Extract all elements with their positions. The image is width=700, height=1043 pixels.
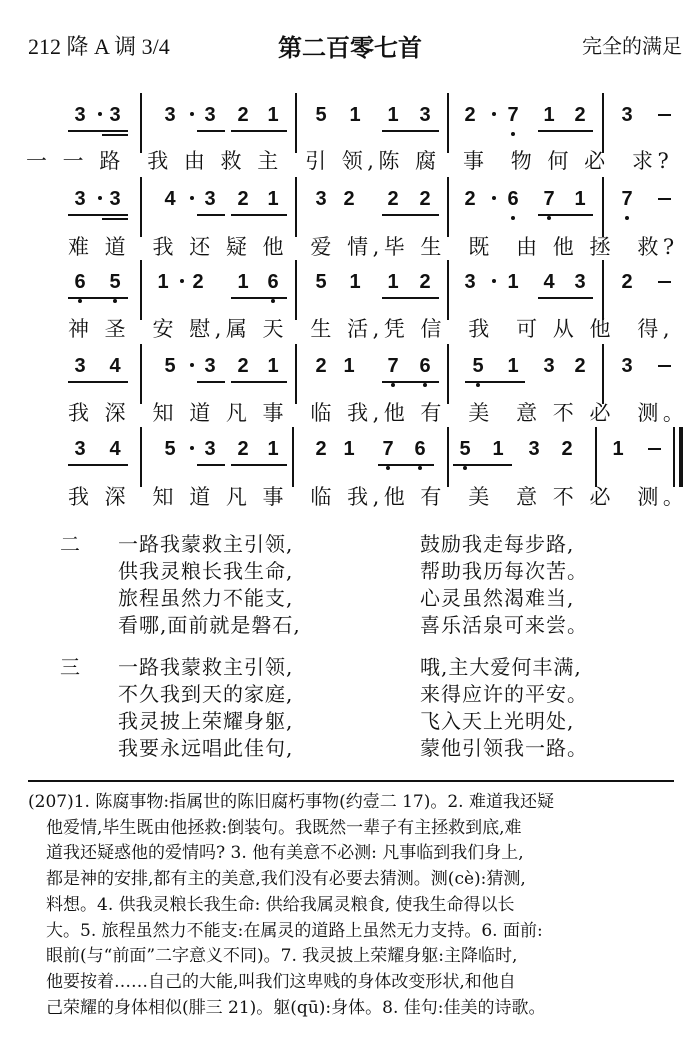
sixteenth-underline <box>102 218 128 220</box>
note: 1 <box>267 438 279 460</box>
lyric-text: 难 道 我 还 疑 他 爱 情,毕 生 既 由 他 拯 救? <box>68 235 679 259</box>
note: 3 <box>621 355 633 377</box>
music-row <box>0 93 700 153</box>
note: 1 <box>343 355 355 377</box>
final-barline <box>679 427 683 487</box>
note: 1 <box>507 355 519 377</box>
note: 4 <box>164 188 176 210</box>
note: 3 <box>621 104 633 126</box>
verse-line: 旅程虽然力不能支, <box>118 586 294 610</box>
low-octave-dot <box>78 299 82 303</box>
note: 2 <box>561 438 573 460</box>
note: 6 <box>415 354 435 378</box>
note: 2 <box>464 188 476 210</box>
note: 2 <box>343 188 355 210</box>
note: 3 <box>528 438 540 460</box>
note: 2 <box>315 438 327 460</box>
footnote-line: 都是神的安排,都有主的美意,我们没有必要去猜测。测(cè):猜测, <box>46 869 526 890</box>
hymn-title: 第二百零七首 <box>278 33 422 62</box>
eighth-underline <box>378 464 434 466</box>
verse-line: 看哪,面前就是磐石, <box>118 613 301 637</box>
verse-line: 鼓励我走每步路, <box>420 532 575 556</box>
note: 1 <box>267 104 279 126</box>
note: 3 <box>204 104 216 126</box>
note: 3 <box>543 355 555 377</box>
eighth-underline <box>538 130 593 132</box>
verse-line: 不久我到天的家庭, <box>118 682 294 706</box>
note: 7 <box>539 187 559 211</box>
low-octave-dot <box>113 299 117 303</box>
note: 2 <box>237 438 249 460</box>
music-row <box>0 177 700 237</box>
note: 3 <box>204 438 216 460</box>
eighth-underline <box>538 297 593 299</box>
note: 1 <box>543 104 555 126</box>
eighth-underline <box>231 464 287 466</box>
eighth-underline <box>231 214 287 216</box>
eighth-underline <box>197 130 225 132</box>
barline <box>673 427 675 487</box>
note: 7 <box>503 103 523 127</box>
verse-line: 来得应许的平安。 <box>420 682 588 706</box>
note: 5 <box>105 270 125 294</box>
footnote-line: 眼前(与“前面”二字意义不同)。7. 我灵披上荣耀身躯:主降临时, <box>46 946 518 967</box>
note: 1 <box>343 438 355 460</box>
note: 2 <box>237 104 249 126</box>
eighth-underline <box>382 130 439 132</box>
verse-number: 三 <box>60 655 80 679</box>
lyric-line <box>26 145 700 181</box>
note: 6 <box>410 437 430 461</box>
note: 2 <box>621 271 633 293</box>
note: 1 <box>492 438 504 460</box>
eighth-underline <box>197 464 225 466</box>
note: 7 <box>378 437 398 461</box>
sustain-dash <box>658 365 671 367</box>
note: 3 <box>204 355 216 377</box>
sustain-dash <box>658 198 671 200</box>
dotted-rhythm-dot <box>492 279 496 283</box>
note: 4 <box>543 271 555 293</box>
lyric-text: 一 一 路 我 由 救 主 引 领,陈 腐 事 物 何 必 求? <box>26 149 674 173</box>
eighth-underline <box>231 381 287 383</box>
footnote-line: 他爱情,毕生既由他拯救:倒装句。我既然一辈子有主拯救到底,难 <box>46 817 522 838</box>
hymn-subtitle: 完全的满足 <box>582 34 682 58</box>
note: 1 <box>387 104 399 126</box>
dotted-rhythm-dot <box>190 363 194 367</box>
note: 2 <box>315 355 327 377</box>
note: 5 <box>315 104 327 126</box>
dotted-rhythm-dot <box>492 196 496 200</box>
lyric-text: 神 圣 安 慰,属 天 生 活,凭 信 我 可 从 他 得, <box>68 317 675 341</box>
lyric-line <box>68 313 700 349</box>
music-row <box>0 260 700 320</box>
note: 2 <box>237 355 249 377</box>
eighth-underline <box>465 381 525 383</box>
barline <box>447 344 449 404</box>
barline <box>295 177 297 237</box>
eighth-underline <box>231 130 287 132</box>
eighth-underline <box>68 464 128 466</box>
note: 1 <box>574 188 586 210</box>
eighth-underline <box>68 130 128 132</box>
barline <box>140 344 142 404</box>
barline <box>295 260 297 320</box>
note: 6 <box>263 270 283 294</box>
barline <box>602 177 604 237</box>
note: 4 <box>109 438 121 460</box>
verse-line: 心灵虽然渴难当, <box>420 586 575 610</box>
eighth-underline <box>231 297 287 299</box>
sustain-dash <box>648 448 661 450</box>
music-row <box>0 427 700 487</box>
lyric-line <box>68 481 700 517</box>
eighth-underline <box>382 381 439 383</box>
sixteenth-underline <box>102 134 128 136</box>
low-octave-dot <box>463 466 467 470</box>
verse-line: 飞入天上光明处, <box>420 709 575 733</box>
eighth-underline <box>453 464 512 466</box>
note: 3 <box>74 104 86 126</box>
note: 1 <box>612 438 624 460</box>
sustain-dash <box>658 114 671 116</box>
verse-number: 二 <box>60 532 80 556</box>
low-octave-dot <box>547 216 551 220</box>
verse-line: 我灵披上荣耀身躯, <box>118 709 294 733</box>
low-octave-dot <box>423 383 427 387</box>
eighth-underline <box>382 214 439 216</box>
lyric-line <box>68 231 700 267</box>
lyric-text: 我 深 知 道 凡 事 临 我,他 有 美 意 不 必 测。 <box>68 401 689 425</box>
verse-line: 一路我蒙救主引领, <box>118 655 294 679</box>
footnotes <box>28 790 670 1021</box>
note: 1 <box>267 188 279 210</box>
note: 3 <box>464 271 476 293</box>
barline <box>140 427 142 487</box>
note: 3 <box>74 188 86 210</box>
note: 3 <box>574 271 586 293</box>
note: 3 <box>419 104 431 126</box>
note: 5 <box>164 438 176 460</box>
footnote-line: 大。5. 旅程虽然力不能支:在属灵的道路上虽然无力支持。6. 面前: <box>46 920 543 941</box>
dotted-rhythm-dot <box>98 112 102 116</box>
eighth-underline <box>382 297 439 299</box>
note: 7 <box>617 187 637 211</box>
dotted-rhythm-dot <box>190 112 194 116</box>
barline <box>140 177 142 237</box>
note: 5 <box>315 271 327 293</box>
note: 1 <box>349 271 361 293</box>
note: 2 <box>387 188 399 210</box>
lyric-line <box>68 397 700 433</box>
note: 3 <box>74 355 86 377</box>
barline <box>602 344 604 404</box>
barline <box>595 427 597 487</box>
eighth-underline <box>68 381 128 383</box>
eighth-underline <box>538 214 593 216</box>
notes-divider <box>28 780 674 782</box>
dotted-rhythm-dot <box>492 112 496 116</box>
barline <box>295 93 297 153</box>
footnote-line: (207)1. 陈腐事物:指属世的陈旧腐朽事物(约壹二 17)。2. 难道我还疑 <box>28 792 554 812</box>
note: 2 <box>237 188 249 210</box>
note: 2 <box>192 271 204 293</box>
note: 3 <box>315 188 327 210</box>
footnote-line: 他要按着……自己的大能,叫我们这卑贱的身体改变形状,和他自 <box>46 971 516 992</box>
low-octave-dot <box>476 383 480 387</box>
note: 1 <box>157 271 169 293</box>
verse-line: 喜乐活泉可来尝。 <box>420 613 588 637</box>
lyric-text: 我 深 知 道 凡 事 临 我,他 有 美 意 不 必 测。 <box>68 485 689 509</box>
footnote-line: 己荣耀的身体相似(腓三 21)。躯(qū):身体。8. 佳句:佳美的诗歌。 <box>46 997 546 1018</box>
dotted-rhythm-dot <box>190 446 194 450</box>
verse-line: 供我灵粮长我生命, <box>118 559 294 583</box>
note: 5 <box>468 354 488 378</box>
verse-line: 一路我蒙救主引领, <box>118 532 294 556</box>
verse-line: 哦,主大爱何丰满, <box>420 655 582 679</box>
footnote-line: 道我还疑惑他的爱情吗? 3. 他有美意不必测: 凡事临到我们身上, <box>46 843 524 864</box>
note: 5 <box>164 355 176 377</box>
verse-line: 蒙他引领我一路。 <box>420 736 588 760</box>
note: 1 <box>349 104 361 126</box>
barline <box>292 427 294 487</box>
low-octave-dot <box>511 216 515 220</box>
eighth-underline <box>68 297 128 299</box>
note: 1 <box>387 271 399 293</box>
barline <box>447 93 449 153</box>
music-row <box>0 344 700 404</box>
barline <box>447 260 449 320</box>
note: 2 <box>464 104 476 126</box>
note: 1 <box>237 271 249 293</box>
barline <box>140 260 142 320</box>
low-octave-dot <box>386 466 390 470</box>
low-octave-dot <box>391 383 395 387</box>
barline <box>295 344 297 404</box>
dotted-rhythm-dot <box>180 279 184 283</box>
barline <box>447 177 449 237</box>
barline <box>602 260 604 320</box>
barline <box>602 93 604 153</box>
note: 3 <box>164 104 176 126</box>
note: 6 <box>70 270 90 294</box>
barline <box>447 427 449 487</box>
hymn-number-key-meter: 212 降 A 调 3/4 <box>28 34 170 59</box>
note: 3 <box>204 188 216 210</box>
low-octave-dot <box>271 299 275 303</box>
note: 7 <box>383 354 403 378</box>
note: 6 <box>503 187 523 211</box>
verse-line: 我要永远唱此佳句, <box>118 736 294 760</box>
note: 4 <box>109 355 121 377</box>
note: 2 <box>419 271 431 293</box>
eighth-underline <box>197 381 225 383</box>
sustain-dash <box>658 281 671 283</box>
note: 3 <box>109 104 121 126</box>
footnote-line: 料想。4. 供我灵粮长我生命: 供给我属灵粮食, 使我生命得以长 <box>46 894 515 915</box>
note: 1 <box>507 271 519 293</box>
dotted-rhythm-dot <box>190 196 194 200</box>
note: 3 <box>109 188 121 210</box>
dotted-rhythm-dot <box>98 196 102 200</box>
low-octave-dot <box>625 216 629 220</box>
note: 2 <box>574 355 586 377</box>
note: 5 <box>455 437 475 461</box>
eighth-underline <box>68 214 128 216</box>
low-octave-dot <box>418 466 422 470</box>
verse-line: 帮助我历每次苦。 <box>420 559 588 583</box>
eighth-underline <box>197 214 225 216</box>
note: 3 <box>74 438 86 460</box>
note: 2 <box>574 104 586 126</box>
low-octave-dot <box>511 132 515 136</box>
note: 1 <box>267 355 279 377</box>
barline <box>140 93 142 153</box>
note: 2 <box>419 188 431 210</box>
